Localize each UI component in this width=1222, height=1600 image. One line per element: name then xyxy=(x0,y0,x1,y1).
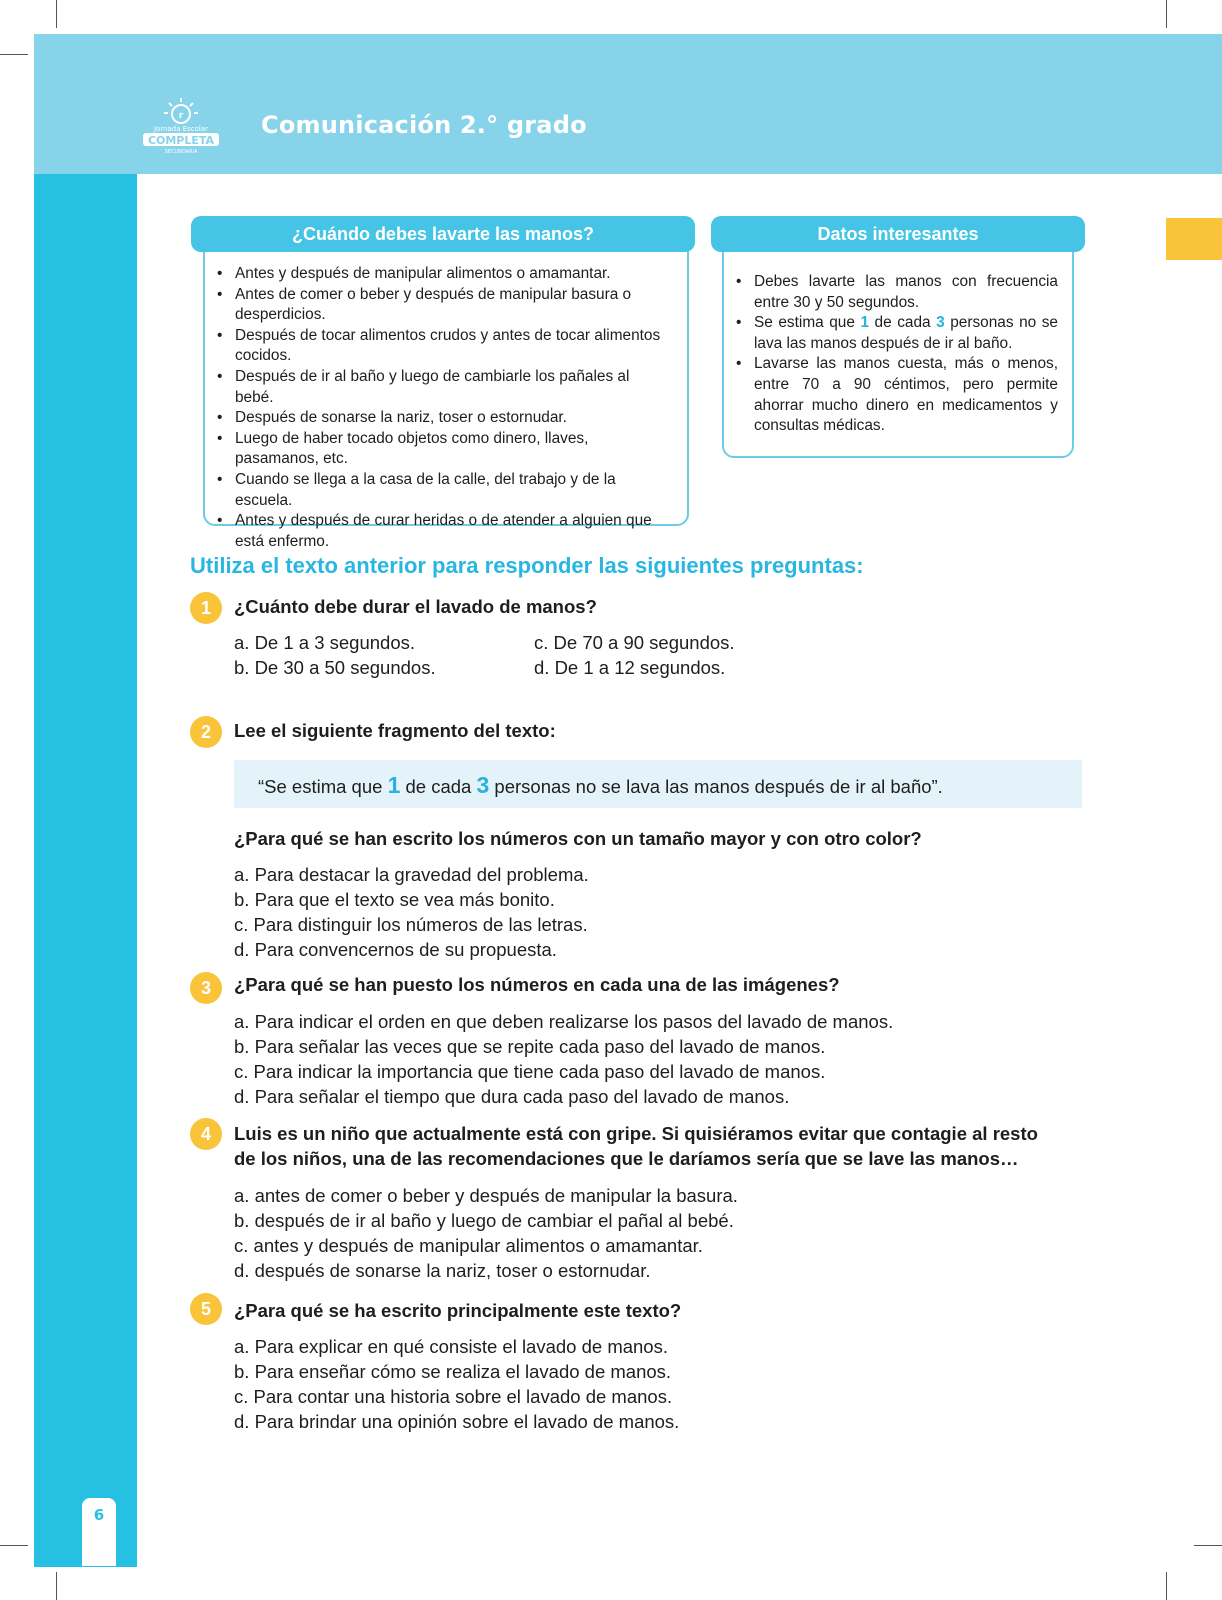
svg-text:COMPLETA: COMPLETA xyxy=(147,134,215,147)
answer-options xyxy=(234,1009,893,1109)
quote-text: “Se estima que 1 de cada 3 personas no se lava las manos después de ir al baño”. xyxy=(258,772,943,798)
answer-option[interactable]: b. Para que el texto se vea más bonito. xyxy=(234,889,555,910)
section-tab-marker xyxy=(1166,218,1222,260)
answer-option[interactable]: d. Para brindar una opinión sobre el lavado de manos. xyxy=(234,1411,680,1432)
jornada-escolar-logo xyxy=(140,96,222,158)
answer-option[interactable]: d. Para señalar el tiempo que dura cada paso del lavado de manos. xyxy=(234,1086,790,1107)
answer-option[interactable]: c. De 70 a 90 segundos. xyxy=(534,632,735,653)
list-item: • Debes lavarte las manos con frecuencia entre 30 y 50 segundos. xyxy=(734,272,1058,313)
when-to-wash-title: ¿Cuándo debes lavarte las manos? xyxy=(191,216,695,252)
answer-option[interactable]: d. De 1 a 12 segundos. xyxy=(534,657,726,678)
question-number-badge: 4 xyxy=(190,1118,222,1150)
section-title: Utiliza el texto anterior para responder las siguientes preguntas: xyxy=(190,553,864,578)
answer-option[interactable]: c. antes y después de manipular alimentos o amamantar. xyxy=(234,1235,703,1256)
question-text: Lee el siguiente fragmento del texto: xyxy=(234,720,556,741)
interesting-facts-box xyxy=(722,238,1074,458)
list-item: • Antes y después de curar heridas o de atender a alguien que está enfermo. xyxy=(215,511,671,552)
question-text: ¿Para qué se ha escrito principalmente este texto? xyxy=(234,1300,682,1321)
side-band xyxy=(34,174,137,1567)
svg-text:Jornada Escolar: Jornada Escolar xyxy=(153,125,209,133)
answer-option[interactable]: b. después de ir al baño y luego de cambiar el pañal al bebé. xyxy=(234,1210,734,1231)
list-item: • Antes de comer o beber y después de manipular basura o desperdicios. xyxy=(215,285,671,326)
answer-options xyxy=(234,1183,738,1283)
crop-mark xyxy=(1194,1545,1222,1546)
answer-option[interactable]: c. Para indicar la importancia que tiene cada paso del lavado de manos. xyxy=(234,1061,826,1082)
when-to-wash-list xyxy=(215,264,671,552)
list-item: • Después de sonarse la nariz, toser o estornudar. xyxy=(215,408,671,429)
page-header-title: Comunicación 2.° grado xyxy=(261,111,587,139)
list-item: • Después de ir al baño y luego de cambiarle los pañales al bebé. xyxy=(215,367,671,408)
list-item: • Lavarse las manos cuesta, más o menos, entre 70 a 90 céntimos, pero permite ahorrar mucho dinero en medicamentos y consultas médicas. xyxy=(734,354,1058,436)
answer-options xyxy=(534,630,735,680)
page-number: 6 xyxy=(82,1498,116,1566)
crop-mark xyxy=(0,54,28,55)
question-text: Luis es un niño que actualmente está con gripe. Si quisiéramos evitar que contagie al resto de los niños, una de las recomendaciones que le daríamos sería que se lave las manos… xyxy=(234,1123,1038,1169)
answer-option[interactable]: a. antes de comer o beber y después de manipular la basura. xyxy=(234,1185,738,1206)
highlight-number: 1 xyxy=(387,772,401,798)
answer-option[interactable]: a. Para indicar el orden en que deben realizarse los pasos del lavado de manos. xyxy=(234,1011,894,1032)
quote-box xyxy=(234,760,1082,808)
list-item: • Cuando se llega a la casa de la calle, del trabajo y de la escuela. xyxy=(215,470,671,511)
answer-option[interactable]: a. Para destacar la gravedad del problema. xyxy=(234,864,589,885)
highlight-number: 1 xyxy=(860,314,870,332)
question-text: ¿Para qué se han puesto los números en cada una de las imágenes? xyxy=(234,974,840,995)
when-to-wash-box xyxy=(203,238,689,550)
list-item: • Se estima que 1 de cada 3 personas no se lava las manos después de ir al baño. xyxy=(734,313,1058,354)
crop-mark xyxy=(0,1545,28,1546)
interesting-facts-title: Datos interesantes xyxy=(711,216,1085,252)
svg-text:r: r xyxy=(178,111,184,121)
list-item: • Antes y después de manipular alimentos o amamantar. xyxy=(215,264,671,285)
svg-text:SECUNDARIA: SECUNDARIA xyxy=(164,149,198,155)
answer-option[interactable]: b. Para enseñar cómo se realiza el lavado de manos. xyxy=(234,1361,672,1382)
answer-option[interactable]: c. Para distinguir los números de las letras. xyxy=(234,914,588,935)
crop-mark xyxy=(56,0,57,28)
highlight-number: 3 xyxy=(936,314,945,332)
question-number-badge: 3 xyxy=(190,972,222,1004)
crop-mark xyxy=(56,1572,57,1600)
answer-option[interactable]: b. Para señalar las veces que se repite cada paso del lavado de manos. xyxy=(234,1036,826,1057)
interesting-facts-list xyxy=(734,272,1058,437)
answer-option[interactable]: a. Para explicar en qué consiste el lavado de manos. xyxy=(234,1336,668,1357)
answer-options xyxy=(234,1334,679,1434)
sub-question-text: ¿Para qué se han escrito los números con un tamaño mayor y con otro color? xyxy=(234,828,922,849)
question-number-badge: 5 xyxy=(190,1293,222,1325)
question-number-badge: 2 xyxy=(190,716,222,748)
crop-mark xyxy=(1166,0,1167,28)
answer-option[interactable]: d. después de sonarse la nariz, toser o estornudar. xyxy=(234,1260,651,1281)
answer-options xyxy=(234,862,589,962)
list-item: • Luego de haber tocado objetos como dinero, llaves, pasamanos, etc. xyxy=(215,429,671,470)
highlight-number: 3 xyxy=(476,772,490,798)
question-number-badge: 1 xyxy=(190,592,222,624)
answer-option[interactable]: b. De 30 a 50 segundos. xyxy=(234,657,436,678)
list-item: • Después de tocar alimentos crudos y antes de tocar alimentos cocidos. xyxy=(215,326,671,367)
crop-mark xyxy=(1166,1572,1167,1600)
answer-option[interactable]: d. Para convencernos de su propuesta. xyxy=(234,939,557,960)
answer-options xyxy=(234,630,436,680)
answer-option[interactable]: c. Para contar una historia sobre el lavado de manos. xyxy=(234,1386,673,1407)
question-text: ¿Cuánto debe durar el lavado de manos? xyxy=(234,596,597,617)
answer-option[interactable]: a. De 1 a 3 segundos. xyxy=(234,632,416,653)
